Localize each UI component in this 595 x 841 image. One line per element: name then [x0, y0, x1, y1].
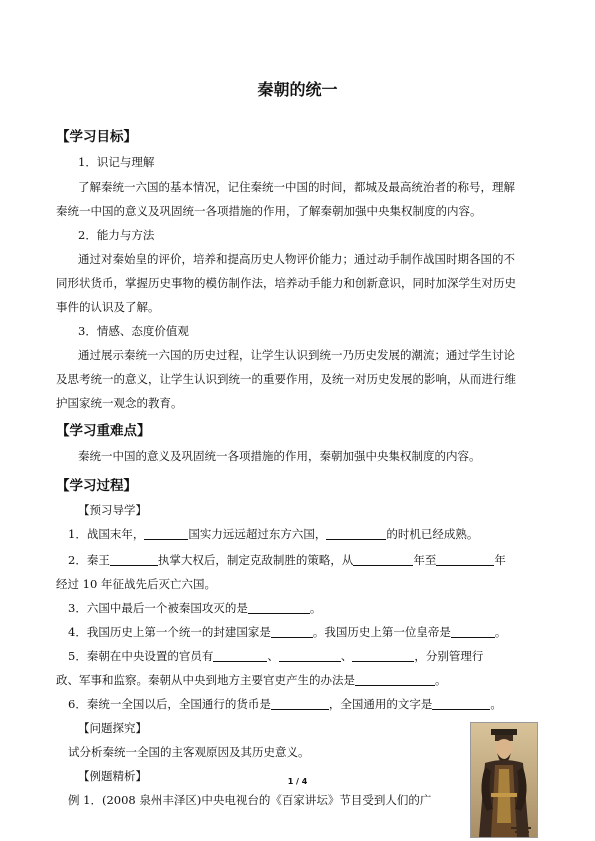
paragraph-line: 同形状货币，掌握历史事物的模仿制作法，培养动手能力和创新意识，同时加深学生对历史	[56, 276, 516, 290]
paragraph-line: 事件的认识及了解。	[56, 300, 160, 314]
paragraph-line: 了解秦统一六国的基本情况，记住秦统一中国的时间，都城及最高统治者的称号，理解	[78, 180, 515, 194]
subheading-3: 3．情感、态度价值观	[78, 324, 189, 338]
section-heading-process: 【学习过程】	[56, 478, 137, 494]
subheading-2: 2．能力与方法	[78, 228, 155, 242]
answer-blank[interactable]	[279, 649, 341, 662]
answer-blank[interactable]	[353, 553, 413, 566]
paragraph-line: 通过展示秦统一六国的历史过程，让学生认识到统一乃历史发展的潮流；通过学生讨论	[78, 348, 515, 362]
subheading-inquiry: 【问题探究】	[78, 721, 147, 735]
section-heading-goals: 【学习目标】	[56, 129, 137, 145]
answer-blank[interactable]	[248, 601, 310, 614]
section-heading-key-points: 【学习重难点】	[56, 423, 151, 439]
answer-blank[interactable]	[352, 649, 414, 662]
answer-blank[interactable]	[271, 625, 313, 638]
question-5-continued: 政、军事和监察。秦朝从中央到地方主要官吏产生的办法是 。	[56, 673, 447, 687]
paragraph-line: 护国家统一观念的教育。	[56, 396, 183, 410]
question-3: 3．六国中最后一个被秦国攻灭的是 。	[68, 601, 322, 615]
subheading-examples: 【例题精析】	[78, 769, 147, 783]
answer-blank[interactable]	[326, 527, 386, 540]
question-5: 5．秦朝在中央设置的官员有 、 、 ，分别管理行	[68, 649, 484, 663]
answer-blank[interactable]	[451, 625, 495, 638]
question-4: 4．我国历史上第一个统一的封建国家是 。我国历史上第一位皇帝是 。	[68, 625, 507, 639]
question-2: 2．秦王 执掌大权后，制定克敌制胜的策略，从 年至 年	[68, 553, 506, 567]
inquiry-text: 试分析秦统一全国的主客观原因及其历史意义。	[68, 745, 310, 759]
answer-blank[interactable]	[271, 697, 329, 710]
paragraph-line: 及思考统一的意义，让学生认识到统一的重要作用，及统一对历史发展的影响，从而进行维	[56, 372, 516, 386]
paragraph-line: 秦统一中国的意义及巩固统一各项措施的作用，秦朝加强中央集权制度的内容。	[78, 449, 481, 463]
page-number: 1 / 4	[287, 777, 308, 786]
answer-blank[interactable]	[110, 553, 158, 566]
subheading-1: 1．识记与理解	[78, 155, 155, 169]
subheading-preview: 【预习导学】	[78, 503, 147, 517]
question-1: 1．战国末年， 国实力远远超过东方六国， 的时机已经成熟。	[68, 527, 479, 541]
paragraph-line: 通过对秦始皇的评价，培养和提高历史人物评价能力；通过动手制作战国时期各国的不	[78, 252, 515, 266]
answer-blank[interactable]	[355, 673, 435, 686]
answer-blank[interactable]	[213, 649, 267, 662]
answer-blank[interactable]	[432, 697, 490, 710]
answer-blank[interactable]	[436, 553, 494, 566]
example-1-text: 例 1．(2008 泉州丰泽区)中央电视台的《百家讲坛》节目受到人们的广	[68, 793, 432, 807]
page-title: 秦朝的统一	[257, 80, 338, 99]
answer-blank[interactable]	[144, 527, 188, 540]
paragraph-line: 秦统一中国的意义及巩固统一各项措施的作用，了解秦朝加强中央集权制度的内容。	[56, 204, 482, 218]
question-2-continued: 经过 10 年征战先后灭亡六国。	[56, 577, 216, 591]
question-6: 6．秦统一全国以后，全国通行的货币是 ，全国通用的文字是 。	[68, 697, 502, 711]
